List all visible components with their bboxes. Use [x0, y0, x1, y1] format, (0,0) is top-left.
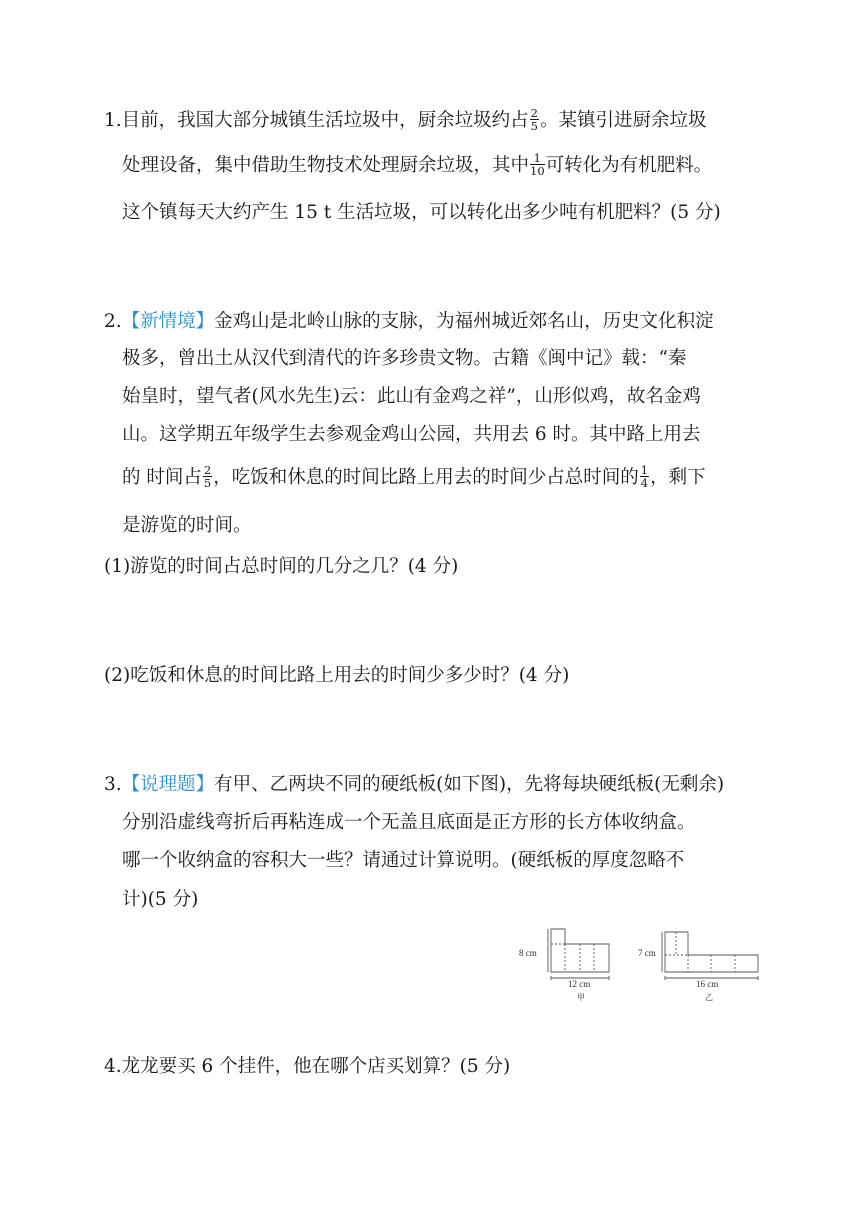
q3-line-4: 计)(5 分)	[122, 889, 199, 910]
net-yi	[662, 932, 758, 980]
question-tag: 【说理题】	[121, 774, 215, 795]
fraction: $\frac{2}{5}$	[530, 105, 538, 133]
q3-line-3: 哪一个收纳盒的容积大一些？请通过计算说明。(硬纸板的厚度忽略不	[122, 850, 685, 871]
yi-height-label: 7 cm	[638, 948, 656, 958]
q3-line-1: 3.【说理题】有甲、乙两块不同的硬纸板(如下图)，先将每块硬纸板(无剩余)	[104, 774, 725, 795]
yi-width-label: 16 cm	[696, 979, 719, 989]
yi-label: 乙	[705, 993, 713, 1002]
q3-line-2: 分别沿虚线弯折后再粘连成一个无盖且底面是正方形的长方体收纳盒。	[122, 812, 696, 833]
q2-line-4: 山。这学期五年级学生去参观金鸡山公园，共用去 6 时。其中路上用去	[122, 424, 701, 445]
q2-line-5: 的 时间占 $\frac{2}{5}$ ，吃饭和休息的时间比路上用去的时间少占总时间的 $\frac{1}{4}$ ，剩下	[122, 462, 706, 490]
q2-subquestion-2: (2)吃饭和休息的时间比路上用去的时间少多少时？(4 分)	[104, 665, 570, 686]
q1-line-3: 这个镇每天大约产生 15 t 生活垃圾，可以转化出多少吨有机肥料？(5 分)	[122, 202, 721, 223]
question-tag: 【新情境】	[121, 311, 215, 332]
q2-line-1: 2.【新情境】金鸡山是北岭山脉的支脉，为福州城近郊名山，历史文化积淀	[104, 311, 714, 332]
net-jia	[548, 929, 609, 980]
fraction: $\frac{2}{5}$	[203, 462, 212, 490]
q2-line-2: 极多，曾出土从汉代到清代的许多珍贵文物。古籍《闽中记》载：“秦	[122, 348, 687, 369]
jia-label: 甲	[577, 993, 585, 1002]
q2-subquestion-1: (1)游览的时间占总时间的几分之几？(4 分)	[104, 556, 459, 577]
fraction: $\frac{1}{4}$	[640, 462, 649, 490]
fraction: $\frac{1}{10}$	[530, 150, 545, 178]
q1-line-1: 1.目前，我国大部分城镇生活垃圾中，厨余垃圾约占 $\frac{2}{5}$ 。某镇引进厨余垃圾	[104, 105, 707, 133]
q2-line-3: 始皇时，望气者(风水先生)云：此山有金鸡之祥”，山形似鸡，故名金鸡	[122, 386, 701, 407]
jia-height-label: 8 cm	[519, 948, 537, 958]
jia-width-label: 12 cm	[568, 979, 591, 989]
cardboard-nets-figure	[510, 920, 770, 1010]
q4-line-1: 4.龙龙要买 6 个挂件，他在哪个店买划算？(5 分)	[104, 1056, 511, 1077]
q1-line-2: 处理设备，集中借助生物技术处理厨余垃圾，其中 $\frac{1}{10}$ 可转化为有机肥料。	[122, 150, 713, 178]
q2-line-6: 是游览的时间。	[122, 515, 252, 536]
